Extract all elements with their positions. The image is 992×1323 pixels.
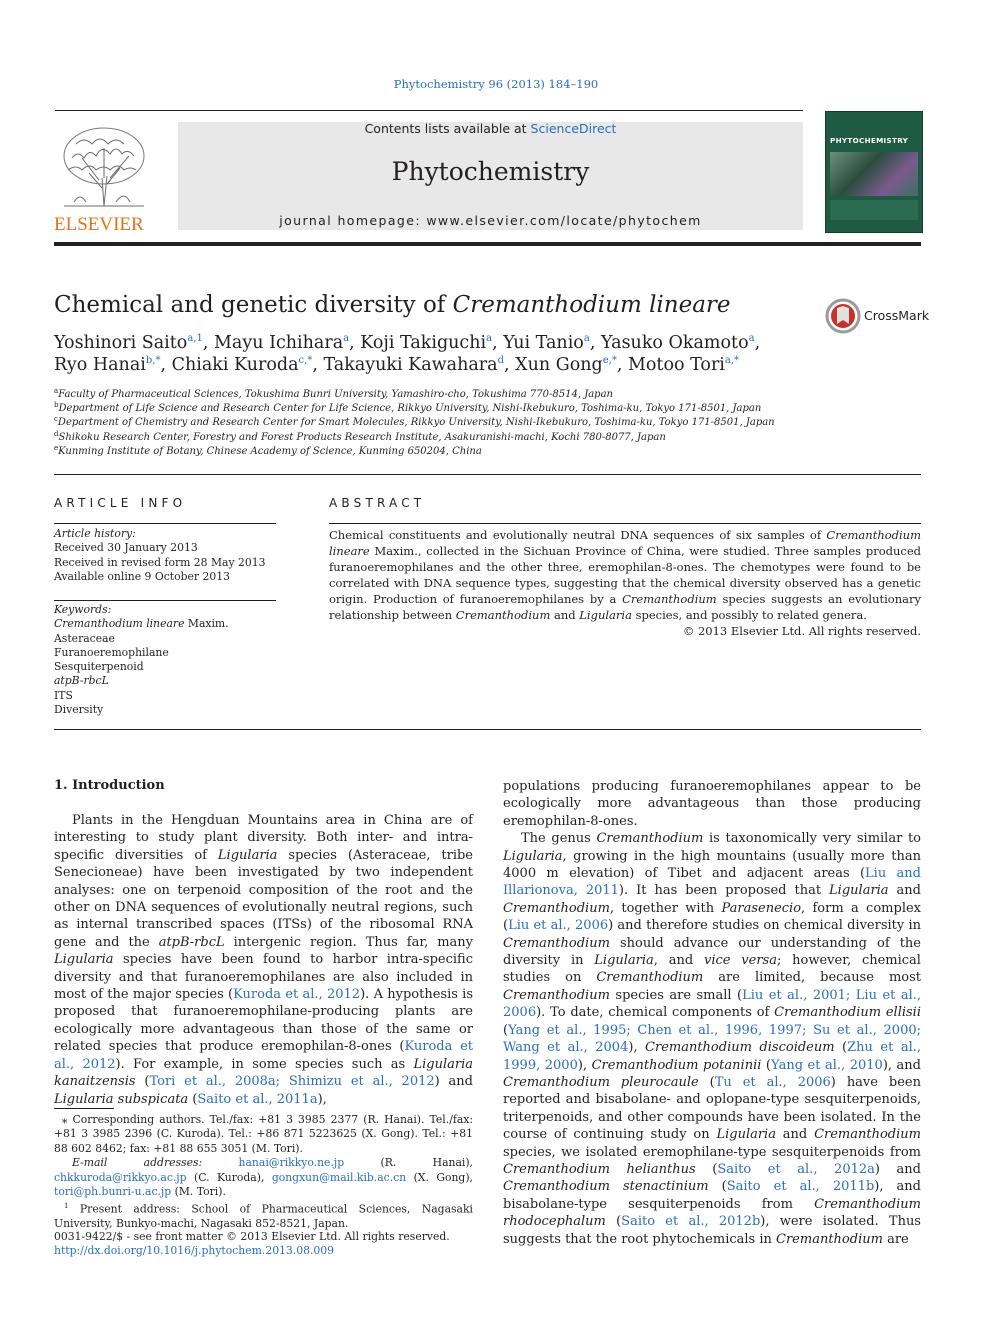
keyword-plain: Maxim. [184,617,229,631]
keywords-label: Keywords: [54,603,112,616]
author-separator: , [589,333,601,353]
author-name[interactable]: Mayu Ichihara [214,333,344,353]
author-name[interactable]: Motoo Tori [627,355,725,375]
author-affil-marker[interactable]: e,* [602,355,617,366]
homepage-prefix: journal homepage: [279,213,427,228]
author-affil-marker[interactable]: c,* [298,355,313,366]
footnote-rule [54,1108,114,1109]
elsevier-tree-icon [54,118,154,233]
header-thick-rule [54,242,921,246]
corresponding-footnote: ⁎ Corresponding authors. Tel./fax: +81 3 3985 2377 (R. Hanai). Tel./fax: +81 3 3985 2396 (C. Kuroda). Tel.: +86 871 5223625 (X. Gong). Tel.: +81 88 602 8462; fax: +81 88 655 3051 (M. Tori). [54,1113,473,1155]
crossmark-label[interactable]: CrossMark [864,308,930,323]
author-name[interactable]: Chiaki Kuroda [171,355,299,375]
affiliation-item [54,445,934,459]
present-address-footnote: $^1$ Present address: School of Pharmaceutical Sciences, Nagasaki University, Bunkyo-machi, Nagasaki 852-8521, Japan. [54,1202,473,1231]
abstract-bottom-rule [54,729,921,730]
keyword-plain: Sesquiterpenoid [54,660,144,674]
keyword-plain: ITS [54,688,73,702]
affiliation-key: d [54,429,59,438]
elsevier-wordmark: ELSEVIER [54,214,144,233]
intro-right-column: populations producing furanoeremophilanes appear to be ecologically more advantageous than those producing eremophilan-8-ones. The genus Cremanthodium is taxonomically very similar to Ligularia, growing in the high mountains (usually more than 4000 m elevation) of Tibet and adjacent areas (Liu and Illarionova, 2011). It has been proposed that Ligularia and Cremanthodium, together with Parasenecio, form a complex (Liu et al., 2006) and therefore studies on chemical diversity in Cremanthodium should advance our understanding of the diversity in Ligularia, and vice versa; however, chemical studies on Cremanthodium are limited, because most Cremanthodium species are small (Liu et al., 2001; Liu et al., 2006). To date, chemical components of Cremanthodium ellisii (Yang et al., 1995; Chen et al., 1996, 1997; Su et al., 2000; Wang et al., 2004), Cremanthodium discoideum (Zhu et al., 1999, 2000), Cremanthodium potaninii (Yang et al., 2010), and Cremanthodium pleurocaule (Tu et al., 2006) have been reported and bisabolane- and oplopane-type sesquiterpenoids, triterpenoids, and other compounds have been isolated. In the course of continuing study on Ligularia and Cremanthodium species, we isolated eremophilane-type sesquiterpenoids from Cremanthodium helianthus (Saito et al., 2012a) and Cremanthodium stenactinium (Saito et al., 2011b), and bisabolane-type sesquiterpenoids from Cremanthodium rhodocephalum (Saito et al., 2012b), were isolated. Thus suggests that the root phytochemicals in Cremanthodium are [503,779,922,1247]
affiliation-text: Shikoku Research Center, Forestry and Forest Products Research Institute, Asakuranishi-machi, Kochi 780-8077, Japan [58,431,666,443]
keyword-item [54,689,276,703]
author-separator: , [492,333,504,353]
author-separator: , [349,333,361,353]
abstract-heading: ABSTRACT [329,496,426,510]
affiliation-text: Kunming Institute of Botany, Chinese Academy of Science, Kunming 650204, China [58,445,482,457]
elsevier-logo[interactable] [54,118,154,233]
author-separator: , [160,355,172,375]
affiliation-text: Department of Life Science and Research Center for Life Science, Rikkyo University, Nishi-Ikebukuro, Toshima-ku, Tokyo 171-8501, Japan [58,403,762,415]
affiliation-item [54,388,934,402]
article-title [54,292,731,318]
history-label: Article history: [54,527,136,540]
author-name[interactable]: Koji Takiguchi [360,333,487,353]
homepage-url[interactable]: www.elsevier.com/locate/phytochem [426,213,702,228]
issn-line: 0031-9422/$ - see front matter © 2013 Elsevier Ltd. All rights reserved. [54,1230,450,1243]
keyword-item [54,660,276,674]
keyword-italic: atpB-rbcL [54,674,109,688]
author-separator: , [616,355,628,375]
affiliation-item [54,416,934,430]
author-name[interactable]: Xun Gong [515,355,603,375]
author-name[interactable]: Takayuki Kawahara [323,355,498,375]
affiliation-item [54,431,934,445]
affil-rule [54,474,921,475]
author-name[interactable]: Ryo Hanai [54,355,146,375]
keyword-plain: Furanoeremophilane [54,645,169,659]
copyright: © 2013 Elsevier Ltd. All rights reserved. [682,624,921,638]
header-rule [55,110,803,111]
doi-link[interactable]: http://dx.doi.org/10.1016/j.phytochem.2013.08.009 [54,1244,335,1257]
author-affil-marker[interactable]: a [583,333,590,344]
crossmark-icon [825,298,861,334]
author-affil-marker[interactable]: a,1 [187,333,203,344]
journal-name: Phytochemistry [391,157,590,186]
title-plain: Chemical and genetic diversity of [54,292,453,318]
author-name[interactable]: Yui Tanio [503,333,584,353]
author-separator: , [754,333,761,353]
author-separator: , [202,333,214,353]
author-affil-marker[interactable]: a [343,333,350,344]
abstract-text: Chemical constituents and evolutionally neutral DNA sequences of six samples of Cremanthodium lineare Maxim., collected in the Sichuan Province of China, were studied. Three samples produced furanoeremophilanes and the other three, eremophilan-8-ones. The chemotypes were found to be correlated with DNA sequence types, suggesting that the chemical diversity observed has a genetic origin. Production of furanoeremophilanes by a Cremanthodium species suggests an evolutionary relationship between Cremanthodium and Ligularia species, and possibly to related genera. © 2013 Elsevier Ltd. All rights reserved. [329,528,921,638]
keyword-item [54,646,276,660]
author-affil-marker[interactable]: b,* [145,355,161,366]
keyword-italic: Cremanthodium lineare [54,617,185,631]
affiliation-item [54,402,934,416]
received-date: Received 30 January 2013 [54,541,198,555]
journal-citation[interactable]: Phytochemistry 96 (2013) 184–190 [393,77,599,91]
keyword-item [54,674,276,688]
article-info-heading: ARTICLE INFO [54,496,187,510]
affiliations [54,388,934,459]
journal-cover-thumbnail[interactable] [825,111,923,233]
revised-date: Received in revised form 28 May 2013 [54,555,266,569]
contents-prefix: Contents lists available at [364,121,531,136]
online-date: Available online 9 October 2013 [54,569,230,583]
author-line [54,354,934,376]
affiliation-key: a [54,387,59,395]
author-separator: , [504,355,516,375]
author-separator: , [312,355,324,375]
author-affil-marker[interactable]: a,* [724,355,740,366]
keyword-item [54,617,276,631]
author-affil-marker[interactable]: a [486,333,493,344]
keyword-item [54,703,276,717]
abstract-rule [329,523,921,524]
footnotes [54,1113,473,1232]
cover-image [830,152,918,196]
affiliation-text: Department of Chemistry and Research Center for Smart Molecules, Rikkyo University, Nishi-Ikebukuro, Toshima-ku, Tokyo 171-8501, Japan [57,417,775,429]
title-italic: Cremanthodium lineare [452,292,731,318]
affiliation-text: Faculty of Pharmaceutical Sciences, Tokushima Bunri University, Yamashiro-cho, Tokushima 770-8514, Japan [58,389,613,400]
author-line [54,332,934,354]
author-list [54,332,934,376]
section-heading: 1. Introduction [54,778,165,793]
sciencedirect-link[interactable]: ScienceDirect [530,121,617,136]
contents-line [178,121,803,136]
email-footnote: E-mail addresses: hanai@rikkyo.ne.jp (R. Hanai), chkkuroda@rikkyo.ac.jp (C. Kuroda), gongxun@mail.kib.ac.cn (X. Gong), tori@ph.bunri-u.ac.jp (M. Tori). [54,1156,473,1199]
keyword-plain: Asteraceae [54,631,115,645]
author-affil-marker[interactable]: d [497,355,505,366]
cover-title: PHYTOCHEMISTRY [830,136,909,145]
keyword-plain: Diversity [54,703,104,717]
affiliation-key: c [54,415,58,424]
author-name[interactable]: Yoshinori Saito [54,333,188,353]
keyword-item [54,632,276,646]
article-history [54,527,276,584]
cover-band [830,200,918,220]
article-info-rule [54,523,276,524]
keywords [54,603,276,717]
keyword-list [54,617,276,717]
intro-left-column: Plants in the Hengduan Mountains area in China are of interesting to study plant diversity. Both inter- and intra-specific diversities of Ligularia species (Asteraceae, tribe Senecioneae) have been investigated by two independent analyses: one on terpenoid composition of the root and the other on DNA sequences of evolutionally neutral regions, such as internal transcribed spaces (ITSs) of the ribosomal RNA gene and the atpB-rbcL intergenic region. Thus far, many Ligularia species have been found to harbor intra-specific diversity and that furanoeremophilanes are also included in most of the major species (Kuroda et al., 2012). A hypothesis is proposed that furanoeremophilane-producing plants are ecologically more advantageous than those of the same or related species that produce eremophilan-8-ones (Kuroda et al., 2012). For example, in some species such as Ligularia kanaitzensis (Tori et al., 2008a; Shimizu et al., 2012) and Ligularia subspicata (Saito et al., 2011a), [54,813,474,1107]
affiliation-key: b [54,401,59,410]
journal-homepage [178,213,803,228]
keywords-rule [54,600,276,601]
author-name[interactable]: Yasuko Okamoto [600,333,749,353]
affiliation-key: e [54,443,59,452]
author-affil-marker[interactable]: a [748,333,755,344]
